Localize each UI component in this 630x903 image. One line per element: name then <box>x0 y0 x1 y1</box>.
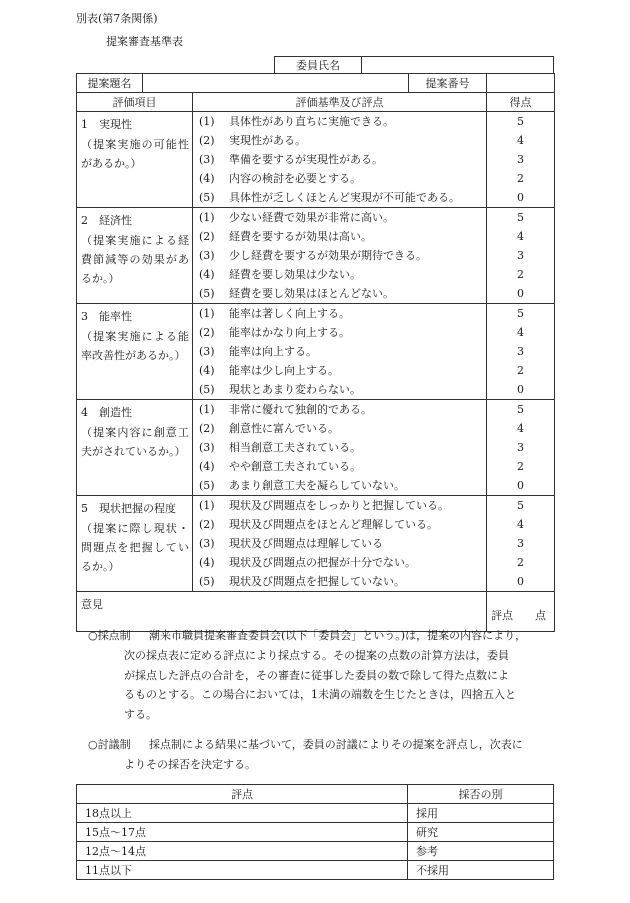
score: 2 <box>517 172 524 185</box>
score: 0 <box>517 191 524 204</box>
rule-scoring-continued: 次の採点表に定める評点により採点する。その提案の点数の計算方法は，委員 が採点した評点の合計を，その審査に従事した委員の数で除して得た点数によ るものとする。この場合においては，1未満の端数を生じたときは，四捨五入と する。 <box>124 649 516 721</box>
category-row <box>77 400 555 496</box>
score: 5 <box>517 115 524 128</box>
score: 4 <box>517 518 524 531</box>
category-title: 1 実現性 <box>81 118 132 131</box>
category-description: （提案実施による経費節減等の効果があるか。） <box>81 234 189 285</box>
criterion: (1) 具体性があり直ちに実施できる。 <box>199 115 394 128</box>
header-item: 評価項目 <box>77 93 193 112</box>
proposal-row <box>77 74 555 93</box>
criterion: (2) 創意性に富んでいる。 <box>199 422 339 435</box>
score: 3 <box>517 345 524 358</box>
criterion: (3) 準備を要するが実現性がある。 <box>199 153 383 166</box>
category-description: （提案実施の可能性があるか。） <box>81 138 189 170</box>
criterion: (1) 少ない経費で効果が非常に高い。 <box>199 211 394 224</box>
member-name-field[interactable] <box>362 57 554 74</box>
criterion: (1) 能率は著しく向上する。 <box>199 307 350 320</box>
proposal-title-field[interactable] <box>143 74 409 93</box>
criteria-list <box>193 496 487 592</box>
score: 3 <box>517 153 524 166</box>
criterion: (4) 現状及び問題点の把握が十分でない。 <box>199 556 416 569</box>
category-cell <box>77 304 193 400</box>
score: 3 <box>517 249 524 262</box>
score: 0 <box>517 383 524 396</box>
rule-scoring-text: 潮来市職員提案審査委員会(以下「委員会」という。)は，提案の内容により， <box>149 629 527 642</box>
category-row <box>77 496 555 592</box>
category-cell <box>77 112 193 208</box>
header-criteria: 評価基準及び評点 <box>193 93 487 112</box>
criterion: (5) 具体性が乏しくほとんど実現が不可能である。 <box>199 191 460 204</box>
criterion: (2) 現状及び問題点をほとんど理解している。 <box>199 518 438 531</box>
table-row: 15点～17点 研究 <box>77 823 554 842</box>
criterion: (4) 能率は少し向上する。 <box>199 364 339 377</box>
member-name-table <box>274 56 554 74</box>
criterion: (2) 能率はかなり向上する。 <box>199 326 350 339</box>
score: 0 <box>517 287 524 300</box>
score-list <box>487 400 555 496</box>
score: 0 <box>517 479 524 492</box>
criteria-list <box>193 400 487 496</box>
header-score: 得点 <box>487 93 555 112</box>
category-cell <box>77 496 193 592</box>
category-row <box>77 304 555 400</box>
proposal-number-label: 提案番号 <box>409 74 487 93</box>
score: 5 <box>517 307 524 320</box>
opinion-label: 意見 <box>81 598 103 611</box>
score: 3 <box>517 441 524 454</box>
member-name-label: 委員氏名 <box>275 57 362 74</box>
score-list <box>487 304 555 400</box>
category-title: 4 創造性 <box>81 406 132 419</box>
total-score-label: 評点 点 <box>491 609 546 622</box>
score-list <box>487 112 555 208</box>
category-description: （提案内容に創意工夫がされているか。） <box>81 426 189 458</box>
score: 2 <box>517 268 524 281</box>
criteria-list <box>193 208 487 304</box>
criterion: (4) 内容の検討を必要とする。 <box>199 172 361 185</box>
form-title: 提案審査基準表 <box>106 35 183 48</box>
score: 4 <box>517 134 524 147</box>
criteria-list <box>193 304 487 400</box>
proposal-number-field[interactable] <box>487 74 555 93</box>
evaluation-table <box>76 73 555 632</box>
category-description: （提案に際し現状・問題点を把握しているか。） <box>81 522 189 573</box>
rule-heading-discussion: ○討議制 <box>88 738 131 751</box>
rule-heading-scoring: ○採点制 <box>88 629 131 642</box>
criterion: (3) 現状及び問題点は理解している <box>199 537 383 550</box>
criterion: (3) 相当創意工夫されている。 <box>199 441 361 454</box>
table-row: 18点以上 採用 <box>77 804 554 823</box>
score: 2 <box>517 556 524 569</box>
criterion: (2) 経費を要するが効果は高い。 <box>199 230 372 243</box>
score: 5 <box>517 499 524 512</box>
category-title: 5 現状把握の程度 <box>81 502 176 515</box>
criterion: (3) 能率は向上する。 <box>199 345 317 358</box>
score: 2 <box>517 364 524 377</box>
decision-header-score: 評点 <box>77 785 408 804</box>
criterion: (4) 経費を要し効果は少ない。 <box>199 268 361 281</box>
criterion: (5) 現状とあまり変わらない。 <box>199 383 361 396</box>
table-row: 12点～14点 参考 <box>77 842 554 861</box>
criteria-list <box>193 112 487 208</box>
decision-table <box>76 784 554 880</box>
rule-discussion-text: 採点制による結果に基づいて，委員の討議によりその提案を評点し，次表に <box>149 738 523 751</box>
score: 4 <box>517 422 524 435</box>
criterion: (5) 現状及び問題点を把握していない。 <box>199 575 405 588</box>
score-list <box>487 496 555 592</box>
score-list <box>487 208 555 304</box>
category-title: 2 経済性 <box>81 214 132 227</box>
category-row <box>77 208 555 304</box>
proposal-title-label: 提案題名 <box>77 74 143 93</box>
score: 3 <box>517 537 524 550</box>
header-row <box>77 93 555 112</box>
criterion: (5) 経費を要し効果はほとんどない。 <box>199 287 394 300</box>
score: 4 <box>517 230 524 243</box>
score: 4 <box>517 326 524 339</box>
category-description: （提案実施による能率改善性があるか。） <box>81 330 189 362</box>
criterion: (3) 少し経費を要するが効果が期待できる。 <box>199 249 427 262</box>
category-cell <box>77 208 193 304</box>
criterion: (5) あまり創意工夫を凝らしていない。 <box>199 479 405 492</box>
category-cell <box>77 400 193 496</box>
rule-discussion-continued: よりその採否を決定する。 <box>124 758 256 771</box>
criterion: (2) 実現性がある。 <box>199 134 306 147</box>
criterion: (1) 非常に優れて独創的である。 <box>199 403 372 416</box>
score: 2 <box>517 460 524 473</box>
appendix-label: 別表(第7条関係) <box>76 12 158 25</box>
score: 0 <box>517 575 524 588</box>
table-row: 11点以下 不採用 <box>77 861 554 880</box>
decision-header-row <box>77 785 554 804</box>
score: 5 <box>517 403 524 416</box>
category-row <box>77 112 555 208</box>
score: 5 <box>517 211 524 224</box>
criterion: (4) やや創意工夫されている。 <box>199 460 361 473</box>
category-title: 3 能率性 <box>81 310 132 323</box>
decision-header-result: 採否の別 <box>408 785 554 804</box>
criterion: (1) 現状及び問題点をしっかりと把握している。 <box>199 499 449 512</box>
